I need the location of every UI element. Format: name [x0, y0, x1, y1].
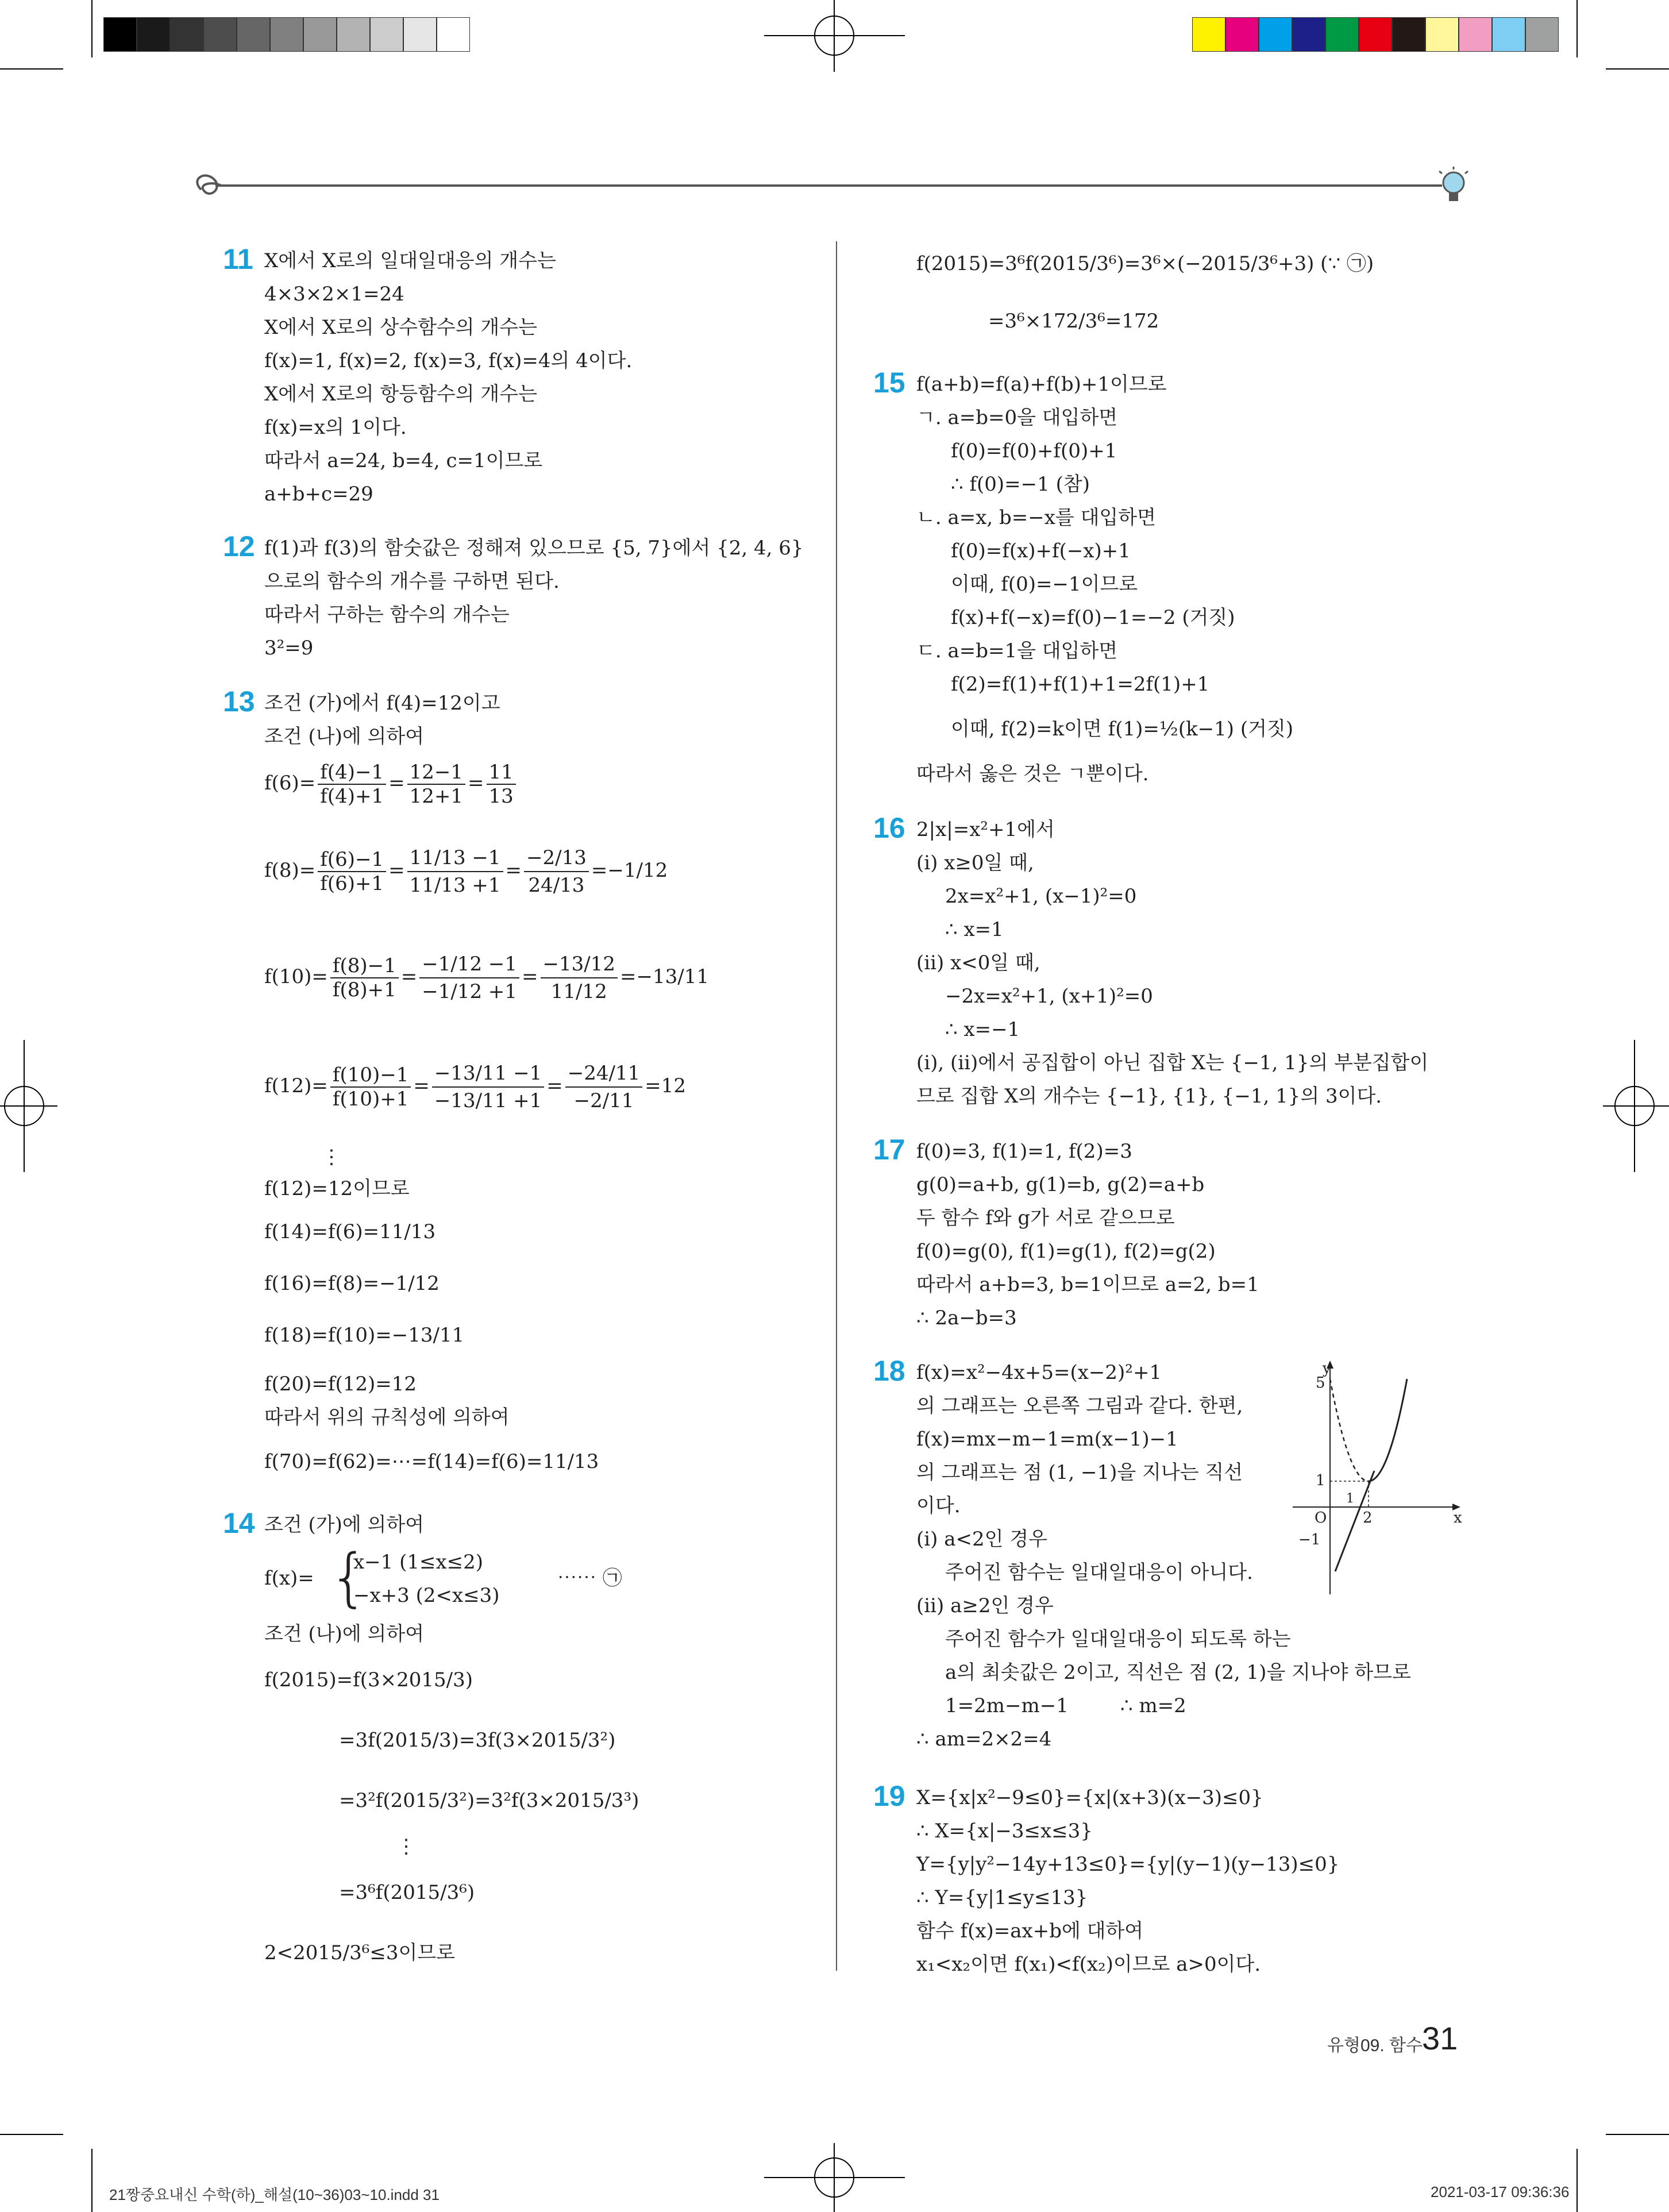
q16-line: (i) x≥0일 때,: [916, 851, 1034, 874]
q16-line: 2x=x²+1, (x−1)²=0: [945, 885, 1137, 908]
q19-line: ∴ Y={y|1≤y≤13}: [916, 1886, 1088, 1909]
q14-line: =3f(2015/3)=3f(3×2015/3²): [339, 1729, 616, 1752]
q18-line: 의 그래프는 오른쪽 그림과 같다. 한편,: [916, 1394, 1243, 1417]
piecewise-case: x−1 (1≤x≤2): [353, 1551, 484, 1574]
q16-line: 므로 집합 X의 개수는 {−1}, {1}, {−1, 1}의 3이다.: [916, 1085, 1382, 1108]
vertical-ellipsis: ⋮: [396, 1835, 416, 1858]
q15-line: ∴ f(0)=−1 (참): [951, 473, 1090, 496]
q13-line: 조건 (나)에 의하여: [264, 725, 425, 748]
q18-line: (i) a<2인 경우: [916, 1528, 1047, 1551]
q13-line: 조건 (가)에서 f(4)=12이고: [264, 692, 500, 715]
q14-line: =3²f(2015/3²)=3²f(3×2015/3³): [339, 1789, 639, 1812]
q13-line: f(70)=f(62)=⋯=f(14)=f(6)=11/13: [264, 1450, 599, 1473]
q18-line: f(x)=x²−4x+5=(x−2)²+1: [916, 1361, 1162, 1384]
q18-line: a의 최솟값은 2이고, 직선은 점 (2, 1)을 지나야 하므로: [945, 1661, 1411, 1684]
q13-line: 따라서 위의 규칙성에 의하여: [264, 1406, 510, 1429]
section-label: 유형09. 함수: [1327, 2036, 1423, 2055]
q12-line: 따라서 구하는 함수의 개수는: [264, 603, 510, 626]
q11-line: a+b+c=29: [264, 483, 373, 506]
q15-line: f(2)=f(1)+f(1)+1=2f(1)+1: [951, 673, 1210, 696]
q19-line: x₁<x₂이면 f(x₁)<f(x₂)이므로 a>0이다.: [916, 1953, 1261, 1976]
q11-line: f(x)=1, f(x)=2, f(x)=3, f(x)=4의 4이다.: [264, 349, 633, 372]
brace: {: [329, 1540, 369, 1614]
tick-label: 1: [1316, 1472, 1325, 1489]
q12-line: 3²=9: [264, 637, 314, 660]
q19-line: Y={y|y²−14y+13≤0}={y|(y−1)(y−13)≤0}: [916, 1853, 1340, 1876]
q17-line: g(0)=a+b, g(1)=b, g(2)=a+b: [916, 1173, 1205, 1196]
q17-line: f(0)=g(0), f(1)=g(1), f(2)=g(2): [916, 1240, 1216, 1263]
q18-line: ∴ am=2×2=4: [916, 1728, 1052, 1751]
page-number: 31: [1422, 2020, 1458, 2056]
q14-line: 2<2015/3⁶≤3이므로: [264, 1941, 456, 1964]
parabola-graph: [1287, 1356, 1465, 1597]
q11-line: X에서 X로의 항등함수의 개수는: [264, 383, 537, 406]
q11-line: X에서 X로의 일대일대응의 개수는: [264, 249, 556, 272]
q18-line: f(x)=mx−m−1=m(x−1)−1: [916, 1428, 1178, 1451]
print-date: 2021-03-17 09:36:36: [1431, 2183, 1570, 2201]
q18-line: (ii) a≥2인 경우: [916, 1594, 1054, 1617]
q16-line: ∴ x=−1: [945, 1018, 1020, 1041]
q11-line: 따라서 a=24, b=4, c=1이므로: [264, 449, 543, 472]
question-number: 19: [873, 1780, 905, 1812]
q13-line: f(16)=f(8)=−1/12: [264, 1272, 440, 1295]
f6-equation: f(6)= $\frac{f(4)-1}{f(4)+1}$ = $\frac{12-1}{12+1}$ = $\frac{11}{13}$: [264, 757, 518, 809]
q18-line: 1=2m−m−1: [945, 1694, 1069, 1717]
q13-line: f(14)=f(6)=11/13: [264, 1220, 436, 1243]
column-divider: [836, 241, 837, 1971]
q15-line: ㄴ. a=x, b=−x를 대입하면: [916, 506, 1156, 529]
q15-line: f(a+b)=f(a)+f(b)+1이므로: [916, 373, 1167, 396]
tick-label: 5: [1316, 1374, 1325, 1392]
q18-line: ∴ m=2: [1120, 1694, 1186, 1717]
q15-line: f(0)=f(0)+f(0)+1: [951, 440, 1117, 463]
q14-line: =3⁶f(2015/3⁶): [339, 1881, 475, 1904]
f10-equation: f(10)= $\frac{f(8)-1}{f(8)+1}$ = $\frac{-1/12 -1}{-1/12 +1}$ = $\frac{-13/12}{11/12}$ =−13/11: [264, 934, 709, 1020]
question-number: 17: [873, 1134, 905, 1166]
file-name: 21짱중요내신 수학(하)_해설(10~36)03~10.indd 31: [109, 2186, 440, 2203]
q13-line: f(12)=12이므로: [264, 1177, 410, 1200]
q14b-line: f(2015)=3⁶f(2015/3⁶)=3⁶×(−2015/3⁶+3) (∵ ㉠): [916, 252, 1374, 275]
tick-label: −1: [1298, 1531, 1321, 1548]
axis-label-x: x: [1454, 1509, 1462, 1527]
tick-label: 2: [1363, 1509, 1373, 1527]
q16-line: 2|x|=x²+1에서: [916, 818, 1055, 841]
q11-line: f(x)=x의 1이다.: [264, 416, 407, 439]
q14b-line: =3⁶×172/3⁶=172: [988, 310, 1159, 333]
q15-line: f(0)=f(x)+f(−x)+1: [951, 539, 1131, 562]
axis-label-y: y: [1323, 1360, 1331, 1377]
origin-label: O: [1315, 1509, 1327, 1527]
q15-line: 이때, f(0)=−1이므로: [951, 573, 1138, 596]
question-number: 18: [873, 1355, 905, 1387]
question-number: 15: [873, 367, 905, 399]
q16-line: (ii) x<0일 때,: [916, 951, 1040, 974]
f8-equation: f(8)= $\frac{f(6)-1}{f(6)+1}$ = $\frac{11/13 -1}{11/13 +1}$ = $\frac{-2/13}{24/13}$ =−1/12: [264, 827, 668, 914]
q12-line: f(1)과 f(3)의 함숫값은 정해져 있으므로 {5, 7}에서 {2, 4, 6}: [264, 537, 804, 560]
q19-line: X={x|x²−9≤0}={x|(x+3)(x−3)≤0}: [916, 1786, 1263, 1809]
q19-line: ∴ X={x|−3≤x≤3}: [916, 1820, 1093, 1843]
question-number: 11: [223, 243, 253, 275]
q18-line: 의 그래프는 점 (1, −1)을 지나는 직선: [916, 1461, 1243, 1484]
q13-line: f(20)=f(12)=12: [264, 1373, 417, 1396]
question-number: 16: [873, 812, 905, 844]
q17-line: ∴ 2a−b=3: [916, 1307, 1017, 1329]
question-number: 12: [223, 530, 255, 562]
q15-line: ㄷ. a=b=1을 대입하면: [916, 639, 1118, 662]
q15-line: ㄱ. a=b=0을 대입하면: [916, 406, 1118, 429]
equation-tag: ⋯⋯ ㉠: [557, 1567, 622, 1590]
question-number: 13: [223, 685, 255, 718]
q15-line: 따라서 옳은 것은 ㄱ뿐이다.: [916, 762, 1149, 785]
piecewise-lhs: f(x)=: [264, 1567, 314, 1590]
q17-line: 두 함수 f와 g가 서로 같으므로: [916, 1207, 1175, 1230]
q14-line: 조건 (나)에 의하여: [264, 1623, 425, 1645]
header-rule: [190, 167, 1471, 213]
q11-line: 4×3×2×1=24: [264, 283, 404, 306]
q14-line: 조건 (가)에 의하여: [264, 1513, 425, 1536]
q17-line: f(0)=3, f(1)=1, f(2)=3: [916, 1140, 1132, 1163]
q13-line: f(18)=f(10)=−13/11: [264, 1324, 465, 1347]
q14-line: f(2015)=f(3×2015/3): [264, 1668, 473, 1691]
q15-line: 이때, f(2)=k이면 f(1)=½(k−1) (거짓): [951, 718, 1294, 741]
q16-line: ∴ x=1: [945, 918, 1004, 941]
q17-line: 따라서 a+b=3, b=1이므로 a=2, b=1: [916, 1273, 1259, 1296]
q19-line: 함수 f(x)=ax+b에 대하여: [916, 1920, 1144, 1943]
q18-line: 이다.: [916, 1494, 961, 1517]
q12-line: 으로의 함수의 개수를 구하면 된다.: [264, 570, 560, 593]
tick-label: 1: [1346, 1492, 1354, 1506]
q15-line: f(x)+f(−x)=f(0)−1=−2 (거짓): [951, 606, 1235, 629]
question-number: 14: [223, 1507, 255, 1539]
vertical-ellipsis: ⋮: [322, 1146, 341, 1169]
q16-line: (i), (ii)에서 공집합이 아닌 집합 X는 {−1, 1}의 부분집합이: [916, 1051, 1429, 1074]
q16-line: −2x=x²+1, (x+1)²=0: [945, 985, 1153, 1008]
piecewise-case: −x+3 (2<x≤3): [353, 1584, 500, 1607]
q11-line: X에서 X로의 상수함수의 개수는: [264, 316, 537, 339]
f12-equation: f(12)= $\frac{f(10)-1}{f(10)+1}$ = $\frac{-13/11 -1}{-13/11 +1}$ = $\frac{-24/11}{-2/11}$ =12: [264, 1043, 686, 1129]
q18-line: 주어진 함수가 일대일대응이 되도록 하는: [945, 1628, 1291, 1651]
q18-line: 주어진 함수는 일대일대응이 아니다.: [945, 1561, 1253, 1584]
